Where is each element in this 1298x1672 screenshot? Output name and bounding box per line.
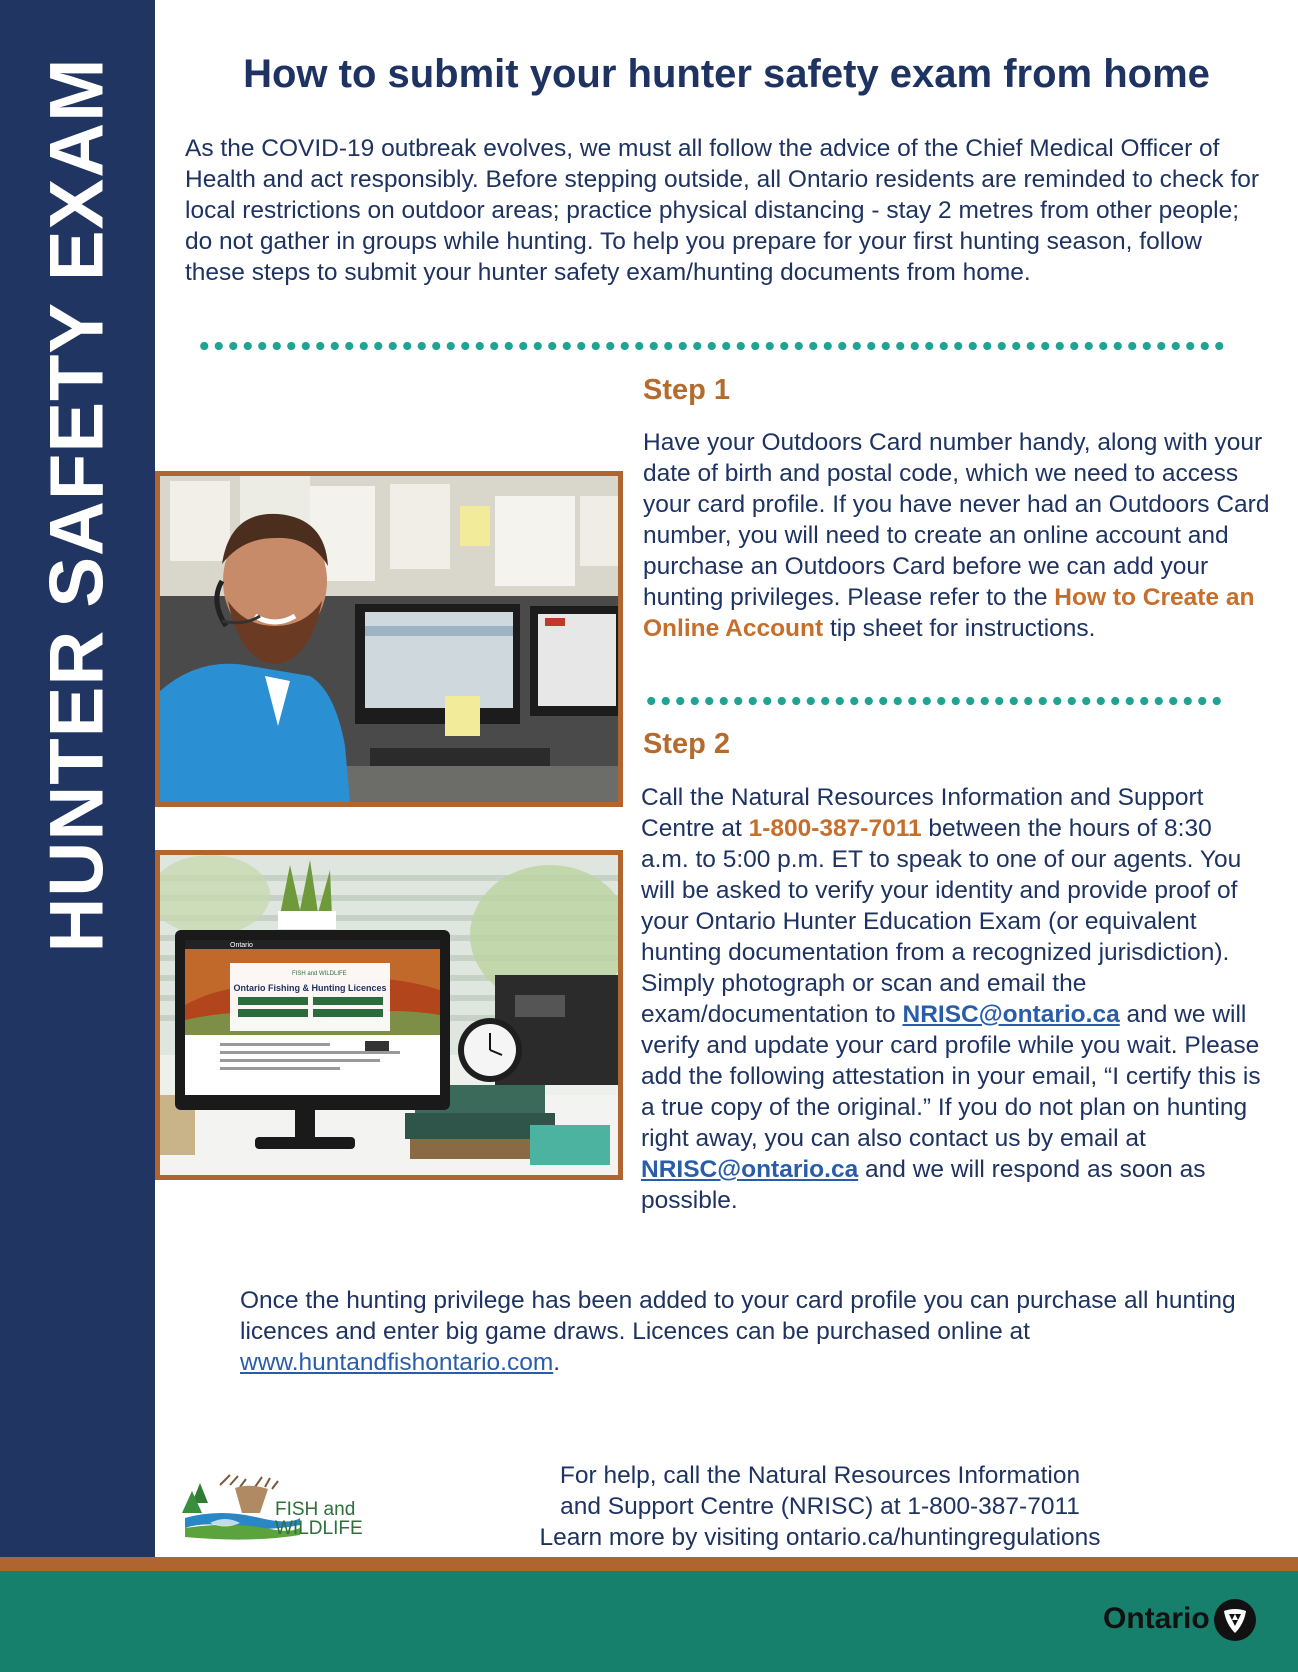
footer-accent-band bbox=[0, 1557, 1298, 1571]
ontario-wordmark: Ontario bbox=[1103, 1602, 1210, 1635]
monitor-photo bbox=[155, 850, 623, 1180]
step2-text: Call the Natural Resources Information and Support Centre at 1-800-387-7011 between the hours of 8:30 a.m. to 5:00 p.m. ET to speak to one of our agents. You will be asked to verify your identity and provide proof of your Ontario Hunter Education Exam (or equivalent hunting documentation from a recognized jurisdiction). Simply photograph or scan and email the exam/documentation to NRISC@ontario.ca and we will verify and update your card profile while you wait. Please add the following attestation in your email, “I certify this is a true copy of the original.” If you do not plan on hunting right away, you can also contact us by email at NRISC@ontario.ca and we will respond as soon as possible. bbox=[641, 784, 1261, 1214]
agent-photo bbox=[155, 471, 623, 807]
phone-number: 1-800-387-7011 bbox=[748, 815, 922, 842]
page-title: How to submit your hunter safety exam from home bbox=[243, 52, 1210, 96]
intro-paragraph: As the COVID-19 outbreak evolves, we must all follow the advice of the Chief Medical Officer of Health and act responsibly. Before stepping outside, all Ontario residents are reminded to check for local restrictions on outdoor areas; practice physical distancing - stay 2 metres from other people; do not gather in groups while hunting. To help you prepare for your first hunting season, follow these steps to submit your hunter safety exam/hunting documents from home. bbox=[185, 135, 1260, 286]
sidebar bbox=[0, 0, 155, 1557]
email-link-1[interactable]: NRISC@ontario.ca bbox=[902, 1001, 1120, 1028]
step2-heading: Step 2 bbox=[643, 728, 731, 760]
monitor-brand: Ontario bbox=[230, 942, 253, 949]
closing-paragraph: Once the hunting privilege has been added to your card profile you can purchase all hunting licences and enter big game draws. Licences can be purchased online at www.huntandfishontario.com. bbox=[240, 1287, 1236, 1376]
monitor-site-label: FISH and WILDLIFE bbox=[292, 971, 347, 977]
divider-2 bbox=[644, 696, 1227, 706]
trillium-icon bbox=[1213, 1598, 1257, 1642]
help-text: For help, call the Natural Resources Information and Support Centre (NRISC) at 1-800-387-7011 Learn more by visiting ontario.ca/huntingregulations bbox=[539, 1462, 1101, 1551]
divider-1 bbox=[197, 341, 1227, 351]
email-link-2[interactable]: NRISC@ontario.ca bbox=[641, 1156, 859, 1183]
create-account-link[interactable]: How to Create an Online Account bbox=[643, 584, 1255, 642]
sidebar-title: HUNTER SAFETY EXAM bbox=[34, 57, 120, 953]
monitor-heading: Ontario Fishing & Hunting Licences bbox=[233, 983, 387, 993]
step1-heading: Step 1 bbox=[643, 374, 731, 406]
step1-text: Have your Outdoors Card number handy, along with your date of birth and postal code, which we need to access your card profile. If you have never had an Outdoors Card number, you will need to create an online account and purchase an Outdoors Card before we can add your hunting privileges. Please refer to the How to Create an Online Account tip sheet for instructions. bbox=[643, 429, 1270, 642]
website-link[interactable]: www.huntandfishontario.com bbox=[240, 1349, 554, 1376]
logo-text: FISH and WILDLIFE bbox=[275, 1499, 363, 1539]
